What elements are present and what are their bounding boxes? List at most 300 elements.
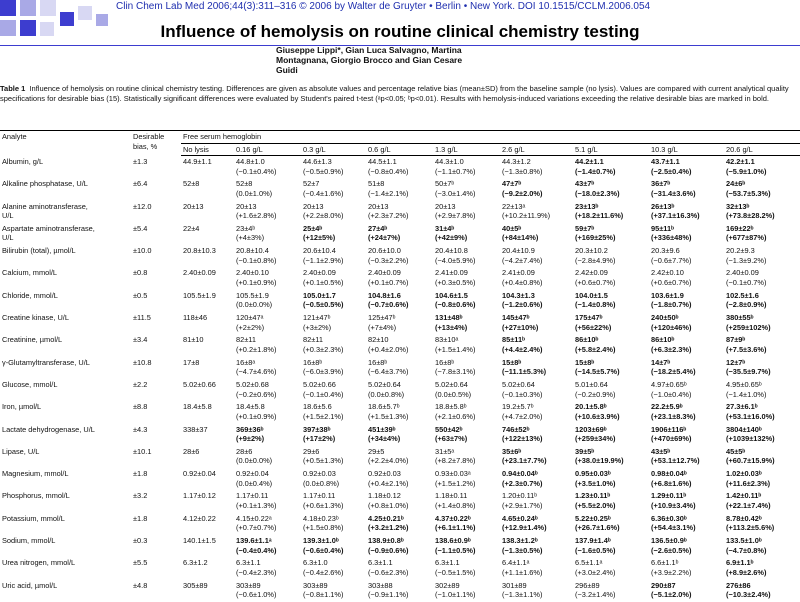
relative-bias: (−10.3±2.4%) [726,590,771,600]
caption-text: Influence of hemolysis on routine clinical chemistry testing. Differences are given as absolute values and percentage relative bias (mean±SD) from the baseline sample (no lysis). Values are compared with current analytical quality specifications for desirable bias (15). Statistically significant differences were evaluated by Student's paired t-test (ᵃp<0.05; ᵇp<0.01). Results with hemolysis-induced variations exceeding the relative desirable bias are marked in bold. [0,84,789,103]
value-cell [234,223,301,245]
value-cell [366,223,433,245]
value: 86±10ᵇ [575,335,599,345]
value-cell [234,201,301,223]
table-row [0,580,800,602]
value-cell [573,424,649,446]
value: 95±11ᵇ [651,223,674,233]
analyte-cell [0,223,131,245]
decorative-square [20,0,36,16]
value: 52±8 [236,179,253,189]
value: 103.6±1.9 [651,290,684,300]
value-cell [573,334,649,356]
value-cell [649,446,724,468]
value-cell [573,201,649,223]
value: 1.18±0.11 [435,491,468,501]
relative-bias: (−2.8±4.9%) [575,255,616,265]
value-cell [366,401,433,423]
value: 104.3±1.3 [502,290,535,300]
analyte-unit: U/L [2,211,14,221]
value-cell [433,201,500,223]
relative-bias: (+0.1±0.9%) [236,411,277,421]
value: 42.2±1.1 [726,157,755,166]
desirable-bias-cell: ±5.4 [133,223,148,233]
value-cell [649,223,724,245]
value: 23±4ᵇ [236,223,256,233]
value-cell [573,468,649,490]
relative-bias: (+0.1±0.7%) [368,278,409,288]
value-cell [366,446,433,468]
value: 0.92±0.03 [368,469,401,479]
value-cell [433,513,500,535]
value: 83±10ᵃ [435,335,459,345]
value: 137.9±1.4ᵇ [575,536,611,546]
header-level: 10.3 g/L [649,143,724,156]
value-cell [433,178,500,200]
relative-bias: (−0.9±1.1%) [368,590,409,600]
desirable-bias-cell: ±0.3 [133,536,148,546]
desirable-bias-cell: ±11.5 [133,313,151,323]
value: 6.3±1.1 [368,558,393,568]
value-cell [234,357,301,379]
desirable-bias-cell: ±1.8 [133,469,148,479]
value: 18.8±5.8ᵇ [435,402,467,412]
value: 47±7ᵇ [502,179,522,189]
value: 44.3±1.2 [502,157,531,166]
value: 0.94±0.04ᵇ [502,469,538,479]
table-row [0,312,800,334]
analyte-name: Calcium, mmol/L [2,268,58,278]
value-cell [500,424,573,446]
header-desirable-bias: Desirable bias, % [131,131,181,156]
value-cell [500,290,573,312]
value: 2.40±0.09 [303,268,336,278]
relative-bias: (0.0±0.8%) [303,478,340,488]
analyte-cell [0,490,131,512]
value-cell [573,401,649,423]
table-row [0,379,800,401]
value-cell [433,468,500,490]
value-cell [649,513,724,535]
value: 20.4±10.9 [502,246,535,256]
value: 169±22ᵇ [726,223,754,233]
relative-bias: (−31.4±3.6%) [651,188,696,198]
value: 19.2±5.7ᵇ [502,402,534,412]
baseline-cell: 5.02±0.66 [183,379,216,389]
value-cell [573,245,649,267]
value: 104.6±1.5 [435,290,468,300]
value-cell [366,178,433,200]
value: 5.02±0.64 [435,379,468,389]
value: 44.3±1.0 [435,157,464,166]
relative-bias: (+0.7±0.7%) [236,523,277,533]
header-level: 2.6 g/L [500,143,573,156]
relative-bias: (+53.1±12.7%) [651,456,700,466]
value: 121±47ᵇ [303,313,331,323]
value: 20.3±10.2 [575,246,608,256]
value: 45±5ᵇ [726,446,746,456]
relative-bias: (−0.1±0.4%) [236,166,277,176]
value-cell [301,201,366,223]
value: 20.1±5.8ᵇ [575,402,607,412]
header-level: 0.16 g/L [234,143,301,156]
value-cell [301,535,366,557]
value-cell [500,379,573,401]
value-cell [500,245,573,267]
value-cell [433,312,500,334]
relative-bias: (+2.2±4.0%) [368,456,409,466]
relative-bias: (+1.5±1.3%) [368,411,409,421]
value: 138.6±0.9ᵇ [435,536,471,546]
table-row [0,490,800,512]
value-cell [724,446,800,468]
value-cell [301,446,366,468]
relative-bias: (+120±46%) [651,322,692,332]
analyte-name: Chloride, mmol/L [2,290,58,300]
value-cell [649,312,724,334]
value: 0.95±0.03ᵇ [575,469,611,479]
value-cell [649,468,724,490]
decorative-square [78,6,92,20]
value-cell [234,490,301,512]
relative-bias: (−1.1±2.9%) [303,255,344,265]
analyte-cell [0,557,131,579]
table-label: Table 1 [0,84,26,93]
baseline-cell: 20±13 [183,201,204,211]
relative-bias: (+0.5±1.3%) [303,456,344,466]
relative-bias: (−1.0±1.1%) [435,590,476,600]
value: 6.3±1.1 [236,558,261,568]
value: 31±5ᵃ [435,446,455,456]
value: 138.3±1.2ᵇ [502,536,538,546]
desirable-bias-cell: ±10.8 [133,357,152,367]
value-cell [234,535,301,557]
value-cell [500,334,573,356]
value: 18.6±5.7ᵇ [368,402,400,412]
relative-bias: (+10.9±3.4%) [651,501,696,511]
relative-bias: (+0.6±0.7%) [575,278,616,288]
relative-bias: (+0.6±1.3%) [303,501,344,511]
relative-bias: (+336±48%) [651,233,692,243]
value-cell [301,223,366,245]
value-cell [724,424,800,446]
relative-bias: (−9.2±2.0%) [502,188,543,198]
value-cell [500,513,573,535]
value-cell [724,267,800,289]
value: 36±7ᵇ [651,179,671,189]
value: 133.5±1.0ᵇ [726,536,762,546]
value-cell [573,557,649,579]
desirable-bias-cell: ±10.1 [133,446,152,456]
relative-bias: (−1.4±0.7%) [575,166,616,176]
value: 4.18±0.23ᵇ [303,513,339,523]
relative-bias: (+24±7%) [368,233,401,243]
baseline-cell: 338±37 [183,424,208,434]
relative-bias: (−3.0±1.4%) [435,188,476,198]
analyte-name: Urea nitrogen, mmol/L [2,558,76,568]
value-cell [724,245,800,267]
value-cell [433,580,500,602]
value-cell [234,267,301,289]
value: 0.98±0.04ᵇ [651,469,687,479]
analyte-cell [0,468,131,490]
value: 20.4±10.8 [435,246,468,256]
value-cell [234,468,301,490]
relative-bias: (−0.1±0.8%) [236,255,277,265]
value-cell [573,357,649,379]
value-cell [573,312,649,334]
value-cell [724,312,800,334]
table-row [0,535,800,557]
value-cell [366,312,433,334]
relative-bias: (+0.3±0.5%) [435,278,476,288]
relative-bias: (+259±34%) [575,434,616,444]
analyte-name: Creatine kinase, U/L [2,313,69,323]
value-cell [649,156,724,179]
relative-bias: (−0.5±1.5%) [435,567,476,577]
relative-bias: (+3.0±2.4%) [575,567,616,577]
relative-bias: (+2.3±7.2%) [368,211,409,221]
value: 6.36±0.30ᵇ [651,513,687,523]
value: 82±11 [303,335,323,345]
value: 29±6 [303,446,320,456]
analyte-cell [0,513,131,535]
relative-bias: (0.0±0.0%) [236,300,273,310]
relative-bias: (+17±2%) [303,434,336,444]
value-cell [301,267,366,289]
value: 746±52ᵇ [502,424,530,434]
relative-bias: (+10.2±11.9%) [502,211,551,221]
table-row [0,557,800,579]
analyte-name: Phosphorus, mmol/L [2,491,70,501]
relative-bias: (+26.7±1.6%) [575,523,620,533]
relative-bias: (+12±5%) [303,233,336,243]
table-row [0,424,800,446]
relative-bias: (−1.1±0.5%) [435,545,476,555]
value-cell [234,557,301,579]
value-cell [573,178,649,200]
value: 550±42ᵇ [435,424,463,434]
baseline-cell: 81±10 [183,335,204,345]
journal-citation: Clin Chem Lab Med 2006;44(3):311–316 © 2006 by Walter de Gruyter • Berlin • New York. DOI 10.1515/CCLM.2006.054 [116,1,651,12]
value-cell [649,178,724,200]
value-cell [649,334,724,356]
relative-bias: (−18.2±5.4%) [651,367,696,377]
value-cell [500,580,573,602]
relative-bias: (−6.4±3.7%) [368,367,409,377]
relative-bias: (+42±9%) [435,233,468,243]
value: 138.9±0.8ᵇ [368,536,404,546]
value: 15±8ᵇ [575,357,595,367]
relative-bias: (−53.7±5.3%) [726,188,771,198]
relative-bias: (0.0±1.0%) [236,188,273,198]
analyte-name: Bilirubin (total), µmol/L [2,246,76,256]
value-cell [433,156,500,179]
value: 85±11ᵇ [502,335,525,345]
value-cell [301,290,366,312]
relative-bias: (+113.2±5.6%) [726,523,775,533]
value-cell [433,290,500,312]
value: 12±7ᵇ [726,357,746,367]
relative-bias: (−5.1±2.0%) [651,590,692,600]
value-cell [234,334,301,356]
relative-bias: (+2.1±0.6%) [435,411,476,421]
relative-bias: (−2.6±0.5%) [651,545,692,555]
value-cell [433,557,500,579]
value-cell [500,468,573,490]
value: 2.40±0.09 [368,268,401,278]
value: 32±13ᵇ [726,201,750,211]
value-cell [366,245,433,267]
relative-bias: (−0.1±0.4%) [303,389,344,399]
value-cell [500,446,573,468]
relative-bias: (−0.5±0.9%) [303,166,344,176]
relative-bias: (−5.9±1.0%) [726,166,767,176]
value: 43.7±1.1 [651,157,680,166]
value-cell [573,535,649,557]
relative-bias: (+1.5±1.2%) [435,478,476,488]
relative-bias: (−1.3±1.1%) [502,590,543,600]
relative-bias: (0.0±0.0%) [236,456,273,466]
value: 15±8ᵇ [502,357,522,367]
value: 139.6±1.1ᵃ [236,536,272,546]
header-level: 1.3 g/L [433,143,500,156]
value-cell [724,178,800,200]
relative-bias: (−0.2±0.6%) [236,389,277,399]
desirable-bias-cell: ±3.2 [133,491,148,501]
value-cell [573,290,649,312]
desirable-bias-cell: ±10.0 [133,246,152,256]
analyte-cell [0,290,131,312]
analyte-name: Creatinine, µmol/L [2,335,63,345]
relative-bias: (+1.5±2.1%) [303,411,344,421]
relative-bias: (+5.8±2.4%) [575,344,616,354]
analyte-cell [0,357,131,379]
value: 5.02±0.66 [303,379,336,389]
value-cell [366,535,433,557]
value: 20.6±10.0 [368,246,401,256]
value: 16±8ᵇ [368,357,388,367]
relative-bias: (+63±7%) [435,434,468,444]
value: 2.40±0.09 [726,268,759,278]
value: 5.01±0.64 [575,379,608,389]
desirable-bias-cell: ±2.2 [133,379,148,389]
value: 0.93±0.03ᵃ [435,469,471,479]
analyte-name: Magnesium, mmol/L [2,469,69,479]
relative-bias: (−2.5±0.4%) [651,166,692,176]
relative-bias: (+2±2%) [236,322,265,332]
baseline-cell: 52±8 [183,179,200,189]
value-cell [573,379,649,401]
value: 369±36ᵇ [236,424,264,434]
value: 51±8 [368,179,385,189]
author-line: Giuseppe Lippi*, Gian Luca Salvagno, Martina [276,45,462,55]
value-cell [234,156,301,179]
value: 1.29±0.11ᵇ [651,491,687,501]
value-cell [724,156,800,179]
value-cell [500,156,573,179]
table-row [0,201,800,223]
value-cell [433,379,500,401]
relative-bias: (−0.7±0.6%) [368,300,409,310]
value-cell [433,401,500,423]
relative-bias: (+0.2±1.8%) [236,344,277,354]
value-cell [433,357,500,379]
analyte-name: Aspartate aminotransferase, [2,223,95,233]
value: 20±13 [368,201,389,211]
relative-bias: (+0.1±0.5%) [303,278,344,288]
value: 39±5ᵇ [575,446,595,456]
relative-bias: (−18.0±2.3%) [575,188,620,198]
analyte-cell [0,535,131,557]
value: 380±55ᵇ [726,313,754,323]
relative-bias: (+0.6±0.7%) [651,278,692,288]
value: 22.2±5.9ᵇ [651,402,683,412]
relative-bias: (+73.8±28.2%) [726,211,775,221]
value-cell [234,580,301,602]
value-cell [724,468,800,490]
relative-bias: (+1.4±0.8%) [435,501,476,511]
relative-bias: (0.0±0.5%) [435,389,472,399]
relative-bias: (−0.1±0.7%) [726,278,767,288]
relative-bias: (−1.8±0.7%) [651,300,692,310]
value: 105.0±1.7 [303,290,336,300]
value-cell [366,557,433,579]
value: 40±5ᵇ [502,223,522,233]
relative-bias: (−4.7±4.6%) [236,367,277,377]
relative-bias: (−0.6±7.7%) [651,255,692,265]
value: 14±7ᵇ [651,357,671,367]
baseline-cell: 18.4±5.8 [183,402,212,412]
analyte-cell [0,201,131,223]
value: 5.02±0.68 [236,379,269,389]
value-cell [433,245,500,267]
analyte-unit: U/L [2,233,14,243]
value-cell [649,580,724,602]
value: 120±47ᵃ [236,313,264,323]
value: 296±89 [575,580,600,590]
table-row [0,401,800,423]
value-cell [366,357,433,379]
value: 25±4ᵇ [303,223,323,233]
value-cell [366,424,433,446]
value: 44.5±1.1 [368,157,397,166]
author-list [276,45,462,75]
value-cell [649,267,724,289]
relative-bias: (−1.3±0.5%) [502,545,543,555]
relative-bias: (+23.1±8.3%) [651,411,696,421]
value-cell [573,513,649,535]
value: 35±6ᵇ [502,446,522,456]
value: 6.5±1.1ᵃ [575,558,603,568]
value: 104.0±1.5 [575,290,608,300]
value-cell [573,267,649,289]
value: 86±10ᵇ [651,335,675,345]
value: 1906±116ᵇ [651,424,687,434]
value-cell [301,424,366,446]
value: 16±8ᵃ [236,357,256,367]
value-cell [724,401,800,423]
relative-bias: (+4±3%) [236,233,265,243]
analyte-cell [0,334,131,356]
relative-bias: (+1039±132%) [726,434,775,444]
value-cell [573,446,649,468]
value: 20.3±9.6 [651,246,680,256]
value: 28±6 [236,446,253,456]
relative-bias: (−4.2±7.4%) [502,255,543,265]
value: 1.02±0.03ᵇ [726,469,762,479]
value-cell [573,490,649,512]
